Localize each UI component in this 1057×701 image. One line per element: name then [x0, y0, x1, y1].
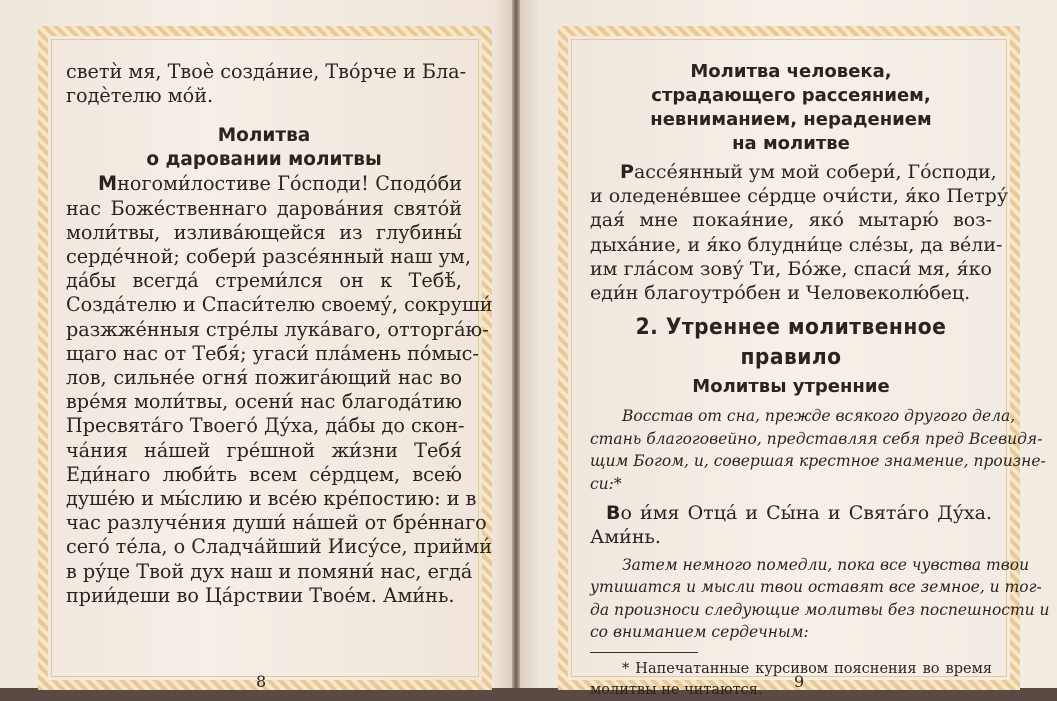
- text-line: душе́ю и мы́слию и все́ю кре́постию: и в: [66, 487, 477, 511]
- book-spine: [512, 0, 520, 688]
- footnote-line: молитвы не читаются.: [590, 681, 763, 698]
- text-line: [66, 172, 462, 196]
- text-line-body: ассе́янный ум мой собери́, Го́споди,: [633, 161, 997, 183]
- rubric-instruction: [590, 554, 1050, 644]
- text-line: вре́мя моли́твы, осени́ нас благода́тию: [66, 390, 462, 414]
- text-line: серде́чной; собери́ разсе́янный наш ум,: [66, 245, 471, 269]
- rubric-line: щим Богом, и, совершая крестное знамение, произне-: [590, 452, 1046, 471]
- rubric-line: Восстав от сна, прежде всякого другого дела,: [622, 407, 1016, 426]
- subheading: Молитвы утренние: [692, 376, 890, 398]
- text-line: дыха́ние, и я́ко блудни́це сле́зы, да ве́ли-: [590, 233, 1003, 256]
- text-line: разжже́нныя стре́лы лука́ваго, отторга́ю-: [66, 317, 489, 341]
- page-number-left: 8: [256, 672, 267, 691]
- text-line: [590, 501, 992, 525]
- rubric-line: Затем немного помедли, пока все чувства твои: [622, 555, 1030, 574]
- title-line: на молитве: [732, 133, 850, 154]
- footnote-line: * Напечатанные курсивом пояснения во время: [622, 660, 992, 677]
- text-line: еди́н благоутро́бен и Человеколю́бец.: [590, 282, 971, 305]
- text-line: Созда́телю и Спаси́телю своему́, сокруши́: [66, 293, 493, 317]
- prayer-body: [590, 160, 1009, 305]
- title-line: о даровании молитвы: [146, 149, 382, 171]
- title-line: невниманием, нерадением: [650, 109, 932, 130]
- text-line: моли́твы, излива́ющейся из глубины́: [66, 220, 462, 244]
- text-line: им гла́сом зову́ Ти, Бо́же, спаси́ мя, я́ко: [590, 257, 992, 280]
- rubric-instruction: [590, 405, 1046, 495]
- text-line: [590, 160, 997, 184]
- title-line: страдающего рассеянием,: [651, 85, 931, 106]
- text-line: лов, сильне́е огня́ пожига́ющий нас во: [66, 366, 462, 390]
- footnote: [590, 659, 992, 701]
- text-line: прии́деши во Ца́рствии Твое́м. Ами́нь.: [66, 583, 455, 607]
- rubric-line: утишатся и мысли твои оставят все земное, и тог-: [590, 578, 1042, 597]
- text-line: годѐтелю мо́й.: [66, 84, 214, 108]
- rubric-line: си:*: [590, 474, 622, 493]
- text-line: ча́ния на́шей гре́шной жи́зни Тебя́: [66, 438, 462, 462]
- invocation: [590, 501, 992, 549]
- text-line: щаго нас от Тебя́; угаси́ пла́мень по́мыс-: [66, 341, 479, 365]
- text-line: да́бы всегда́ стреми́лся он к Тебѣ́,: [66, 269, 462, 293]
- rubric-line: со вниманием сердечным:: [590, 623, 809, 642]
- drop-cap: М: [98, 172, 118, 196]
- text-line: нас Боже́ственнаго дарова́ния свято́й: [66, 196, 462, 220]
- text-line: дая́ мне покая́ние, яко́ мытарю́ воз-: [590, 209, 992, 232]
- left-page-text: [66, 60, 493, 608]
- text-line-body: ногоми́лостиве Го́споди! Сподо́би: [117, 172, 462, 196]
- footnote-rule: [590, 652, 698, 653]
- text-line: Пресвята́го Твоего́ Ду́ха, да́бы до скон-: [66, 414, 465, 438]
- text-line: в ру́це Твой дух наш и помяни́ нас, егда́: [66, 559, 473, 583]
- drop-cap: В: [606, 502, 621, 525]
- right-page-text: [590, 60, 1050, 701]
- page-number-right: 9: [794, 672, 805, 691]
- section-heading: 2. Утреннее молитвенное правило: [635, 315, 947, 371]
- drop-cap: Р: [620, 161, 634, 183]
- text-line: и оледене́вшее се́рдце очи́сти, я́ко Петру́: [590, 185, 1009, 208]
- text-line: Ами́нь.: [590, 526, 661, 549]
- prayer-title: [66, 124, 462, 172]
- prayer-title: [590, 60, 992, 156]
- text-line-body: о и́мя Отца́ и Сы́на и Свята́го Ду́ха.: [620, 502, 992, 525]
- title-line: Молитва: [217, 125, 311, 147]
- rubric-line: стань благоговейно, представляя себя пред Всевидя-: [590, 429, 1043, 448]
- title-line: Молитва человека,: [690, 61, 892, 82]
- text-line: час разлуче́ния души́ на́шей от бре́ннаго: [66, 511, 487, 535]
- rubric-line: да произноси следующие молитвы без поспешности и: [590, 600, 1050, 619]
- text-line: светѝ мя, Твоѐ созда́ние, Тво́рче и Бла-: [66, 60, 467, 83]
- text-line: Еди́наго люби́ть всем се́рдцем, всею́: [66, 462, 462, 486]
- text-line: сего́ те́ла, о Сладча́йший Иису́се, прийми́: [66, 535, 493, 559]
